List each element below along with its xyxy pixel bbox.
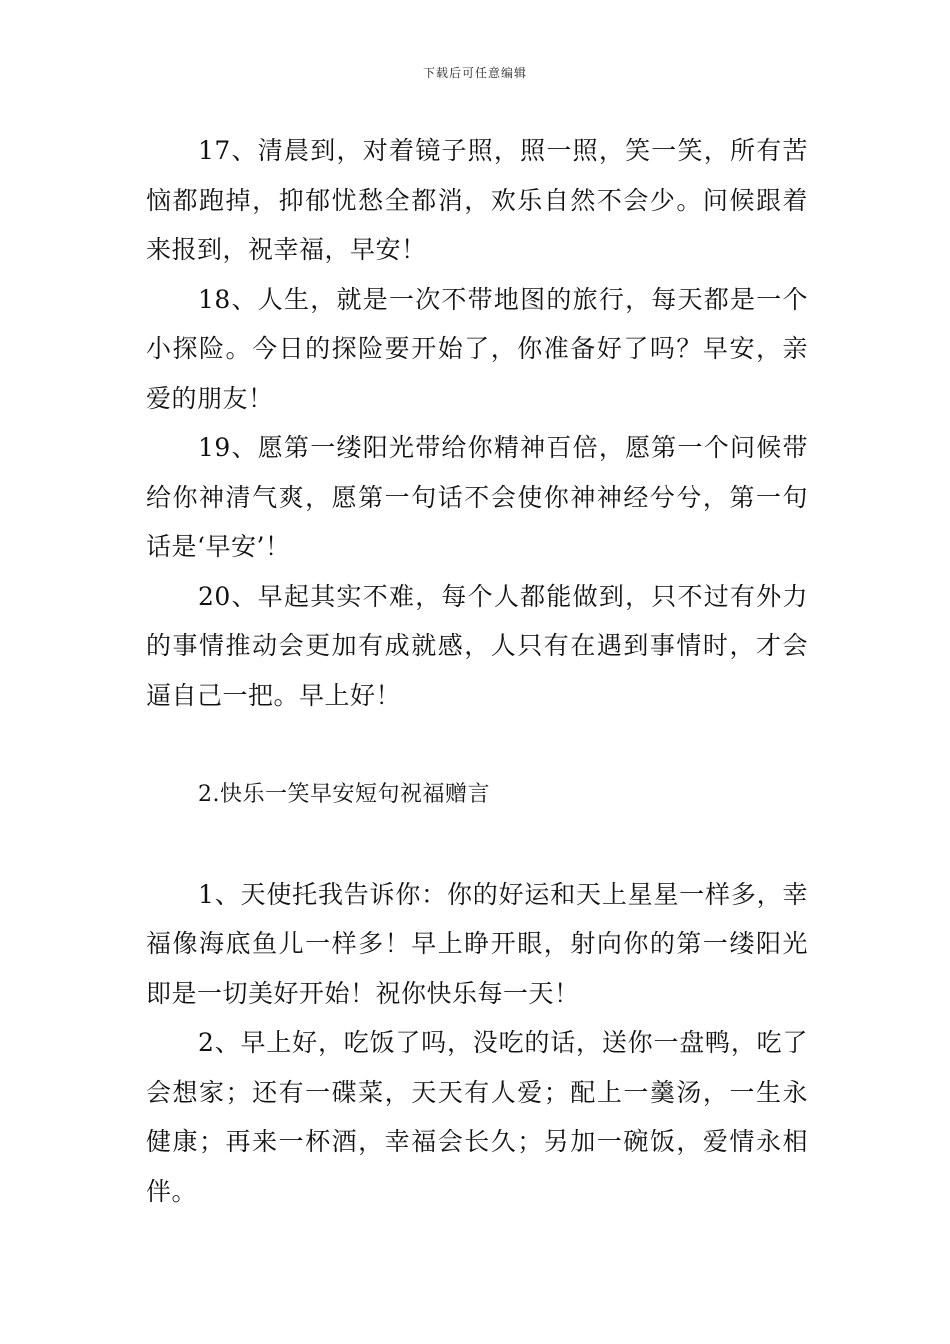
page-header-note: 下载后可任意编辑 (422, 66, 527, 80)
spacer (146, 720, 808, 770)
paragraph-18: 18、人生，就是一次不带地图的旅行，每天都是一个小探险。今日的探险要开始了，你准备好了吗？早安，亲爱的朋友！ (146, 284, 808, 413)
paragraph-1: 1、天使托我告诉你：你的好运和天上星星一样多，幸福像海底鱼儿一样多！早上睁开眼，射向你的第一缕阳光即是一切美好开始！祝你快乐每一天！ (146, 879, 808, 1008)
paragraph-2: 2、早上好，吃饭了吗，没吃的话，送你一盘鸭，吃了会想家；还有一碟菜，天天有人爱；配上一羹汤，一生永健康；再来一杯酒，幸福会长久；另加一碗饭，爱情永相伴。 (146, 1028, 808, 1206)
paragraph-17: 17、清晨到，对着镜子照，照一照，笑一笑，所有苦恼都跑掉，抑郁忧愁全都消，欢乐自然不会少。问候跟着来报到，祝幸福，早安！ (146, 136, 808, 264)
document-body (146, 126, 808, 1216)
paragraph-19: 19、愿第一缕阳光带给你精神百倍，愿第一个问候带给你神清气爽，愿第一句话不会使你神神经兮兮，第一句话是‘早安’！ (146, 433, 808, 561)
paragraph-20: 20、早起其实不难，每个人都能做到，只不过有外力的事情推动会更加有成就感，人只有在遇到事情时，才会逼自己一把。早上好！ (146, 581, 808, 710)
spacer (146, 820, 808, 870)
section-title: 2.快乐一笑早安短句祝福赠言 (198, 782, 490, 807)
